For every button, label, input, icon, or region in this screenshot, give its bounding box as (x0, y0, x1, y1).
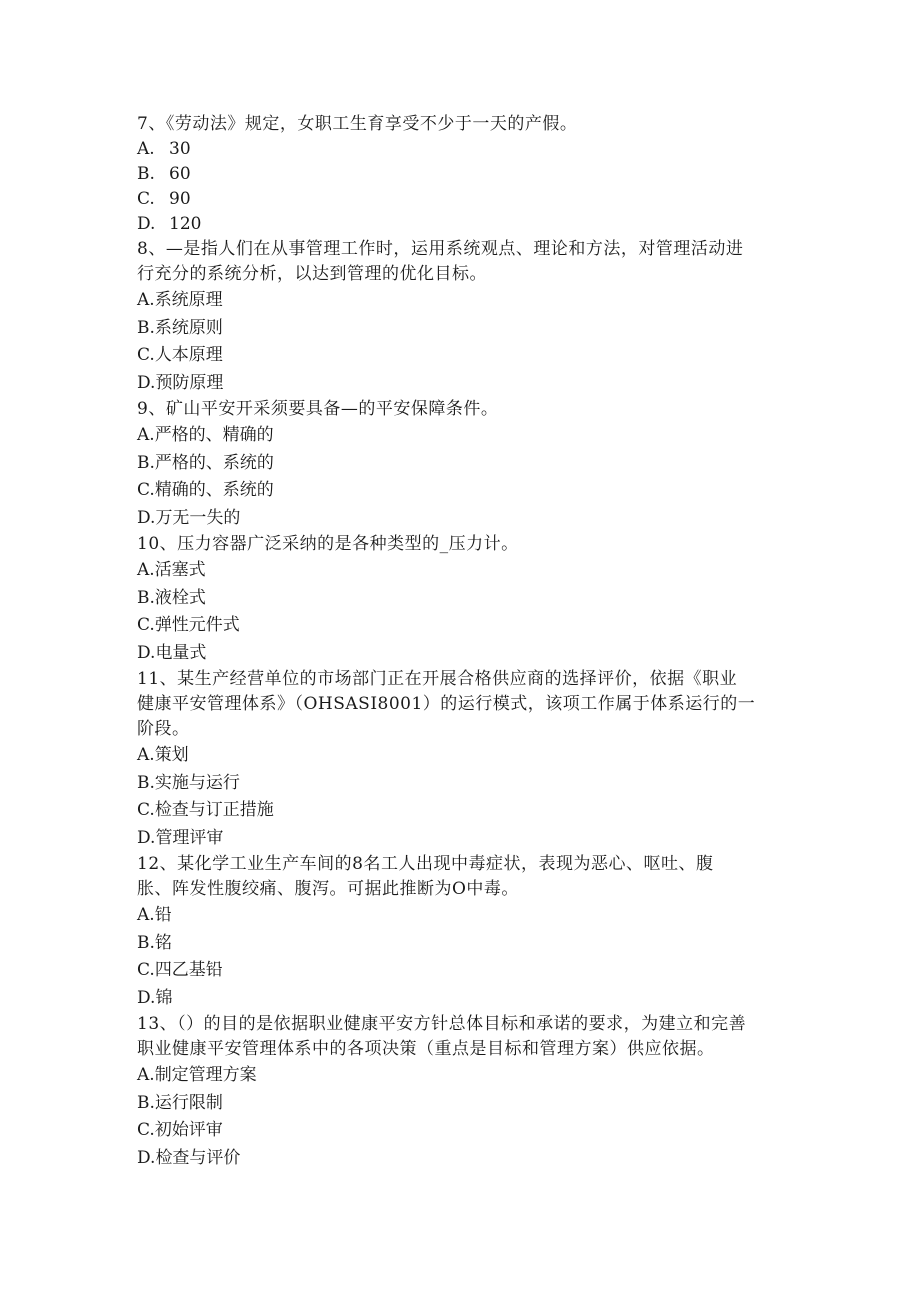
option-d[interactable] (137, 1145, 797, 1173)
option-letter: B. (137, 317, 155, 338)
option-d[interactable] (137, 212, 797, 237)
option-c[interactable] (137, 342, 797, 370)
option-letter: C. (137, 345, 155, 365)
option-b[interactable] (137, 585, 797, 613)
question-7 (137, 112, 797, 237)
question-list (137, 112, 797, 1172)
option-c[interactable] (137, 477, 797, 505)
question-stem-continued: 职业健康平安管理体系中的各项决策（重点是目标和管理方案）供应依据。 (137, 1039, 715, 1059)
question-stem: 12、某化学工业生产车间的8名工人出现中毒症状，表现为恶心、呕吐、腹 (137, 854, 714, 874)
option-text: 运行限制 (154, 1092, 223, 1113)
question-10 (137, 532, 797, 667)
option-d[interactable] (137, 505, 797, 533)
option-letter: D. (137, 372, 156, 393)
option-letter: B. (137, 452, 155, 473)
question-stem: 11、某生产经营单位的市场部门正在开展合格供应商的选择评价，依据《职业 (137, 669, 738, 689)
option-b[interactable] (137, 930, 797, 958)
option-text: 严格的、精确的 (154, 425, 274, 445)
option-a[interactable] (137, 742, 797, 770)
option-letter: B. (137, 932, 155, 953)
option-text: 初始评审 (154, 1120, 223, 1140)
option-text: 实施与运行 (154, 772, 240, 793)
option-c[interactable] (137, 187, 797, 212)
option-a[interactable] (137, 1062, 797, 1090)
option-text: 液栓式 (154, 587, 206, 608)
option-text: 活塞式 (154, 560, 206, 580)
option-text: 万无一失的 (155, 507, 241, 528)
question-stem: 9、矿山平安开采须要具备—的平安保障条件。 (137, 399, 499, 419)
option-letter: C. (137, 800, 155, 820)
option-letter: C. (137, 189, 155, 209)
option-letter: A. (137, 139, 155, 159)
option-a[interactable] (137, 557, 797, 585)
option-text: 铭 (154, 932, 172, 953)
option-d[interactable] (137, 640, 797, 668)
option-text: 系统原理 (154, 290, 223, 310)
option-text: 精确的、系统的 (154, 480, 274, 500)
option-text: 锦 (155, 987, 173, 1008)
question-12 (137, 852, 797, 1012)
option-text: 预防原理 (155, 372, 224, 393)
option-letter: C. (137, 480, 155, 500)
option-text: 弹性元件式 (154, 615, 240, 635)
option-b[interactable] (137, 450, 797, 478)
option-letter: D. (137, 827, 156, 848)
option-text: 四乙基铅 (154, 960, 223, 980)
option-b[interactable] (137, 162, 797, 187)
option-c[interactable] (137, 797, 797, 825)
option-c[interactable] (137, 1117, 797, 1145)
question-8 (137, 237, 797, 397)
question-stem: 13、（）的目的是依据职业健康平安方针总体目标和承诺的要求，为建立和完善 (137, 1014, 747, 1034)
option-letter: D. (137, 987, 156, 1008)
option-letter: D. (137, 1147, 156, 1168)
option-letter: B. (137, 164, 155, 184)
option-text: 管理评审 (155, 827, 224, 848)
option-letter: B. (137, 587, 155, 608)
question-stem-continued: 行充分的系统分析，以达到管理的优化目标。 (137, 264, 487, 284)
question-9 (137, 397, 797, 532)
option-b[interactable] (137, 1090, 797, 1118)
question-stem-continued: 健康平安管理体系》（OHSASI8001）的运行模式，该项工作属于体系运行的一 (137, 694, 756, 714)
option-b[interactable] (137, 770, 797, 798)
question-stem: 7、《劳动法》规定，女职工生育享受不少于一天的产假。 (137, 114, 578, 134)
option-text: 90 (169, 189, 191, 209)
option-a[interactable] (137, 422, 797, 450)
question-13 (137, 1012, 797, 1172)
option-letter: B. (137, 772, 155, 793)
option-letter: D. (137, 642, 156, 663)
option-letter: A. (137, 290, 155, 310)
option-c[interactable] (137, 612, 797, 640)
option-text: 严格的、系统的 (154, 452, 274, 473)
option-text: 60 (169, 164, 191, 184)
option-text: 120 (169, 214, 202, 234)
option-letter: A. (137, 745, 155, 765)
option-text: 制定管理方案 (154, 1065, 257, 1085)
question-stem-continued: 阶段。 (137, 719, 190, 739)
option-a[interactable] (137, 287, 797, 315)
option-text: 检查与评价 (155, 1147, 241, 1168)
option-d[interactable] (137, 985, 797, 1013)
option-text: 策划 (154, 745, 189, 765)
option-letter: C. (137, 960, 155, 980)
option-b[interactable] (137, 315, 797, 343)
option-letter: A. (137, 425, 155, 445)
option-text: 30 (169, 139, 191, 159)
question-stem: 8、—是指人们在从事管理工作时，运用系统观点、理论和方法，对管理活动进 (137, 239, 744, 259)
option-text: 电量式 (155, 642, 207, 663)
option-text: 系统原则 (154, 317, 223, 338)
option-letter: A. (137, 905, 155, 925)
option-letter: D. (137, 214, 156, 234)
option-letter: A. (137, 560, 155, 580)
question-11 (137, 667, 797, 852)
option-a[interactable] (137, 137, 797, 162)
question-stem-continued: 胀、阵发性腹绞痛、腹泻。可据此推断为O中毒。 (137, 879, 519, 899)
option-letter: C. (137, 1120, 155, 1140)
option-d[interactable] (137, 825, 797, 853)
question-stem: 10、压力容器广泛采纳的是各种类型的_压力计。 (137, 534, 519, 554)
option-c[interactable] (137, 957, 797, 985)
option-text: 检查与订正措施 (154, 800, 274, 820)
option-letter: A. (137, 1065, 155, 1085)
option-letter: B. (137, 1092, 155, 1113)
option-letter: C. (137, 615, 155, 635)
option-d[interactable] (137, 370, 797, 398)
option-text: 铅 (154, 905, 172, 925)
option-text: 人本原理 (154, 345, 223, 365)
option-letter: D. (137, 507, 156, 528)
option-a[interactable] (137, 902, 797, 930)
